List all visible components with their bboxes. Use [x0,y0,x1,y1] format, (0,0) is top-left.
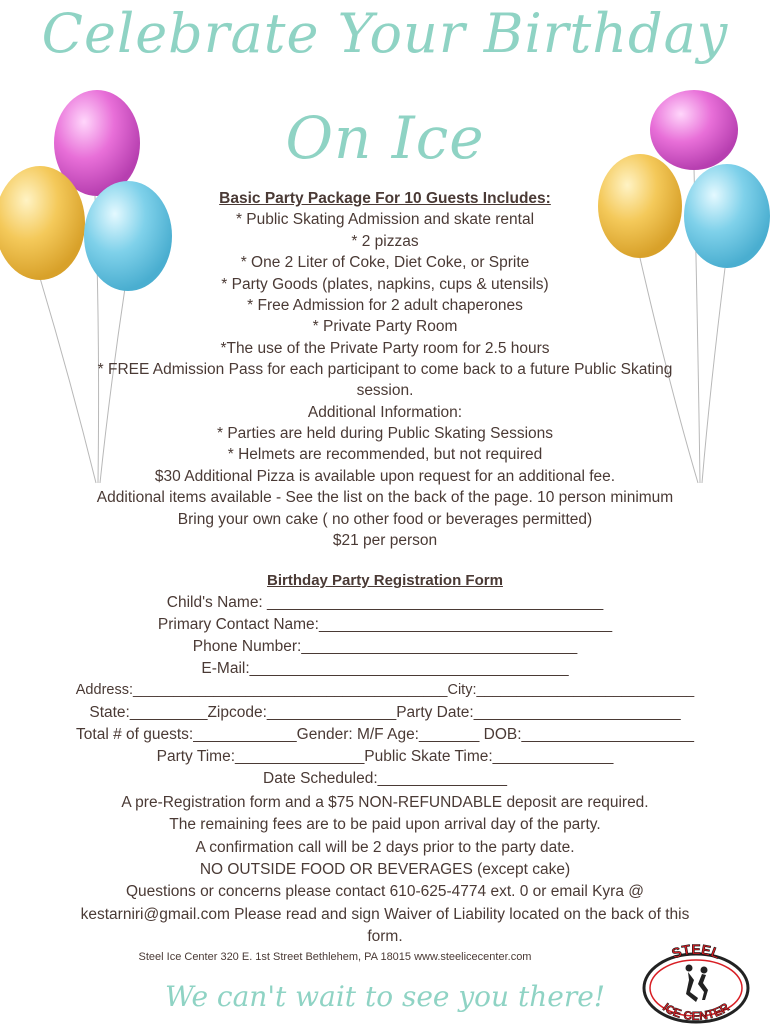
form-field-child-name[interactable]: Child's Name: _______________________________________ [166,594,604,611]
address-line: Steel Ice Center 320 E. 1st Street Bethlehem, PA 18015 www.steelicecenter.com [138,951,532,963]
package-item: * Free Admission for 2 adult chaperones [247,297,523,314]
form-field-contact-name[interactable]: Primary Contact Name:__________________________________ [157,616,613,633]
note-line: The remaining fees are to be paid upon arrival day of the party. [169,816,601,833]
page-title-line1: Celebrate Your Birthday [41,2,729,65]
form-field-state-zip-date[interactable]: State:_________Zipcode:_______________Party Date:________________________ [89,704,681,721]
form-field-party-time[interactable]: Party Time:_______________Public Skate Time:______________ [156,748,614,765]
form-field-phone[interactable]: Phone Number:________________________________ [192,638,578,655]
note-line: form. [367,928,403,945]
package-item: * Public Skating Admission and skate rental [235,211,535,228]
note-line: NO OUTSIDE FOOD OR BEVERAGES (except cake) [199,861,571,878]
package-heading: Basic Party Package For 10 Guests Includes: [219,190,551,207]
additional-item: * Parties are held during Public Skating Sessions [216,425,554,442]
package-item: * Party Goods (plates, napkins, cups & utensils) [221,276,549,293]
form-title: Birthday Party Registration Form [267,572,503,589]
additional-item: * Helmets are recommended, but not required [227,446,543,463]
note-line: A pre-Registration form and a $75 NON-REFUNDABLE deposit are required. [121,794,649,811]
additional-item: $30 Additional Pizza is available upon request for an additional fee. [154,468,616,485]
package-item: * One 2 Liter of Coke, Diet Coke, or Sprite [240,254,530,271]
form-field-email[interactable]: E-Mail:_____________________________________ [201,660,569,677]
package-item: * 2 pizzas [351,233,419,250]
note-line: kestarniri@gmail.com Please read and sign Waiver of Liability located on the back of this [80,906,690,923]
logo-top-text: STEEL [669,944,723,962]
additional-item: Additional items available - See the list on the back of the page. 10 person minimum [96,489,674,506]
additional-heading: Additional Information: [307,404,463,421]
note-line: A confirmation call will be 2 days prior to the party date. [195,839,575,856]
price-per-person: $21 per person [332,532,438,549]
note-line: Questions or concerns please contact 610-625-4774 ext. 0 or email Kyra @ [125,883,645,900]
package-item: * Private Party Room [312,318,458,335]
page-title-line2: On Ice [285,104,485,172]
additional-item: Bring your own cake ( no other food or beverages permitted) [177,511,593,528]
form-field-address-city[interactable]: Address:_______________________________________City:___________________________ [75,682,695,698]
logo-bottom-text: ICE CENTER [660,1000,732,1024]
package-item: session. [356,382,414,399]
closing-message: We can't wait to see you there! [164,980,606,1013]
steel-ice-center-logo-icon [636,944,756,1024]
form-field-date-scheduled[interactable]: Date Scheduled:_______________ [263,770,507,787]
package-item: *The use of the Private Party room for 2.5 hours [220,340,550,357]
package-item: * FREE Admission Pass for each participant to come back to a future Public Skating [97,361,673,378]
form-field-guests-gender-age-dob[interactable]: Total # of guests:____________Gender: M/F Age:_______ DOB:____________________ [76,726,694,743]
